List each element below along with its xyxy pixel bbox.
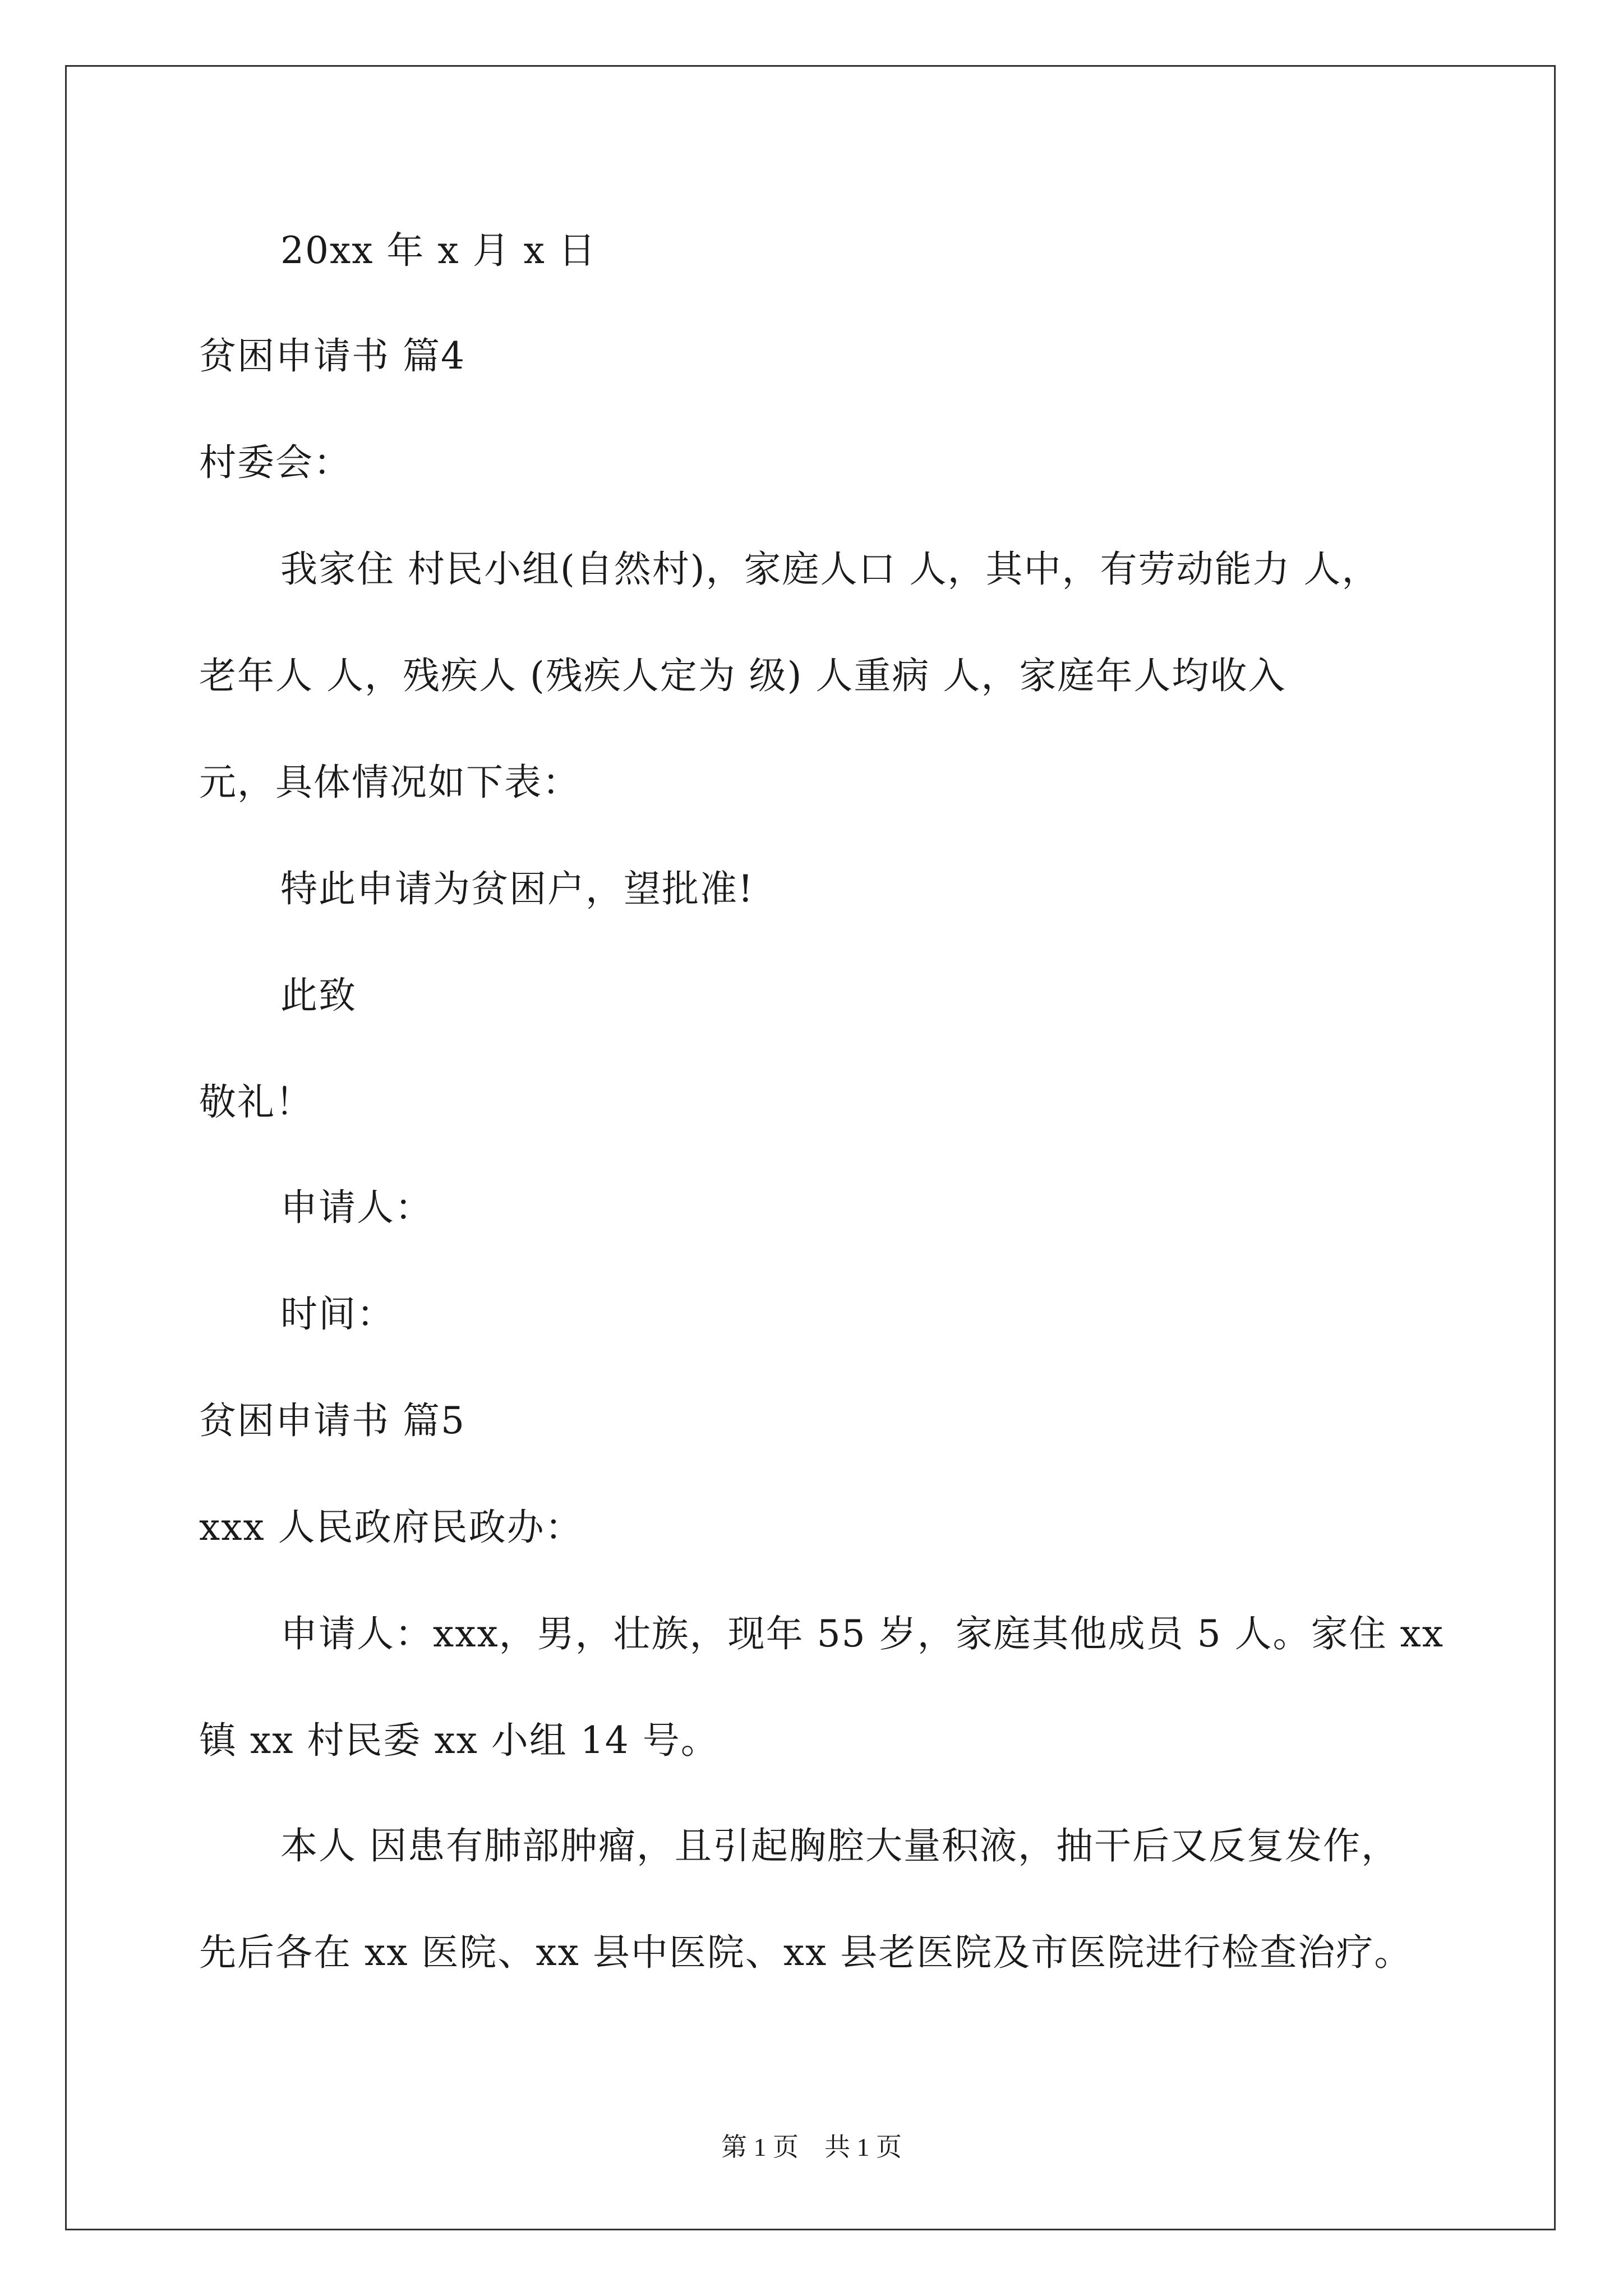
time-label: 时间： xyxy=(280,1292,395,1336)
salutation: xxx 人民政府民政办： xyxy=(199,1506,583,1549)
page-number-footer: 第 1 页 共 1 页 xyxy=(721,2133,902,2161)
applicant-label: 申请人： xyxy=(280,1186,433,1229)
salutation: 村委会： xyxy=(199,441,352,484)
date-line: 20xx 年 x 月 x 日 xyxy=(280,229,597,272)
closing-line: 敬礼！ xyxy=(199,1080,313,1124)
paragraph-line: 我家住 村民小组(自然村)，家庭人口 人，其中，有劳动能力 人， xyxy=(280,547,1380,591)
paragraph-line: 老年人 人，残疾人 (残疾人定为 级) 人重病 人，家庭年人均收入 xyxy=(199,654,1287,697)
section-heading-5: 贫困申请书 篇5 xyxy=(199,1399,465,1442)
paragraph-line: 先后各在 xx 医院、xx 县中医院、xx 县老医院及市医院进行检查治疗。 xyxy=(199,1931,1413,1974)
paragraph-line: 元，具体情况如下表： xyxy=(199,761,580,804)
section-heading-4: 贫困申请书 篇4 xyxy=(199,334,465,378)
page-border xyxy=(65,65,1556,2230)
paragraph-line: 镇 xx 村民委 xx 小组 14 号。 xyxy=(199,1719,719,1762)
paragraph-line: 申请人：xxx，男，壮族，现年 55 岁，家庭其他成员 5 人。家住 xx xyxy=(280,1612,1444,1655)
request-line: 特此申请为贫困户，望批准! xyxy=(280,867,754,910)
paragraph-line: 本人 因患有肺部肿瘤，且引起胸腔大量积液，抽干后又反复发作， xyxy=(280,1824,1399,1867)
closing-line: 此致 xyxy=(280,974,357,1017)
